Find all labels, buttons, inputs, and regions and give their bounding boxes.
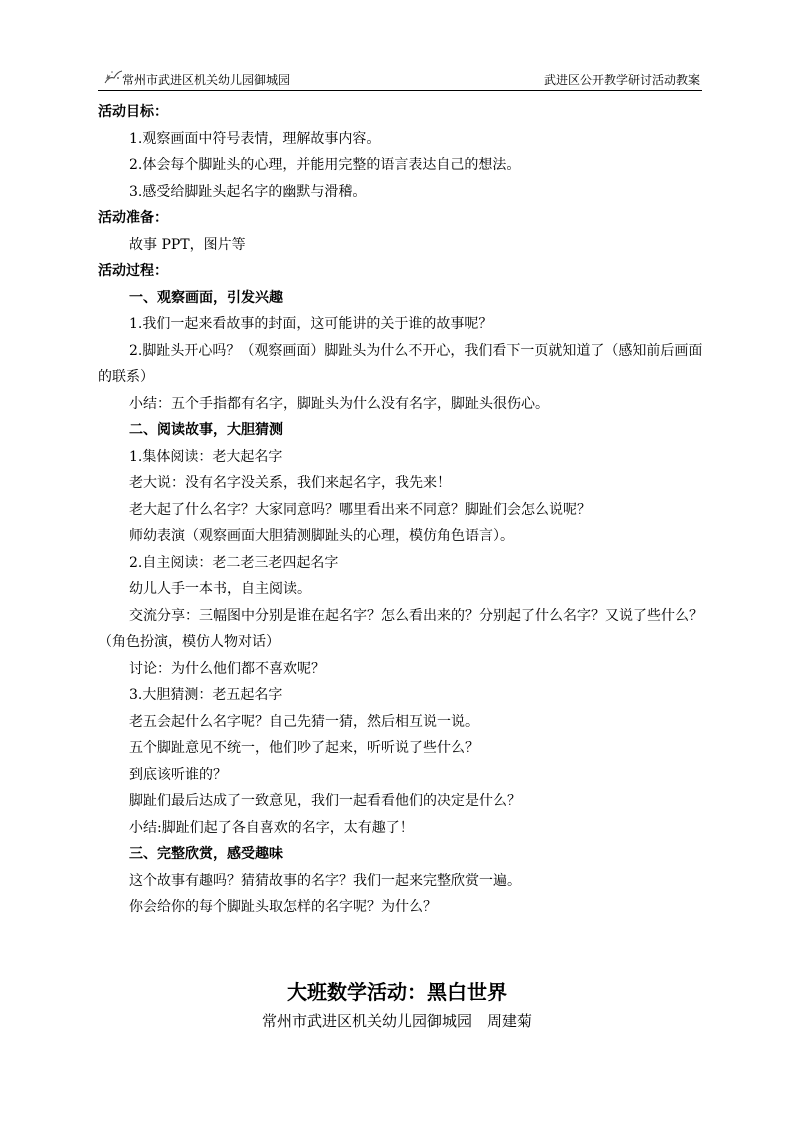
process-line: 师幼表演（观察画面大胆猜测脚趾头的心理，模仿角色语言）。 xyxy=(129,528,514,544)
section-title: 一、观察画面，引发兴趣 xyxy=(129,289,283,306)
process-line: 小结:脚趾们起了各自喜欢的名字，太有趣了！ xyxy=(129,819,414,836)
section-title: 二、阅读故事，大胆猜测 xyxy=(129,422,283,438)
process-line: 小结：五个手指都有名字，脚趾头为什么没有名字，脚趾头很伤心。 xyxy=(129,395,549,412)
goal-item: 1.观察画面中符号表情，理解故事内容。 xyxy=(129,130,381,147)
section-title: 三、完整欣赏，感受趣味 xyxy=(129,846,283,862)
goals-heading: 活动目标： xyxy=(98,104,168,120)
header-doc-type: 武进区公开教学研讨活动教案 xyxy=(543,73,700,87)
goal-item: 2.体会每个脚趾头的心理，并能用完整的语言表达自己的想法。 xyxy=(129,157,521,173)
process-line: 2.自主阅读：老二老三老四起名字 xyxy=(129,554,339,571)
next-article-byline: 常州市武进区机关幼儿园御城园 周建菊 xyxy=(261,1012,532,1030)
header-school-name: 常州市武进区机关幼儿园御城园 xyxy=(122,73,291,87)
process-line: 老五会起什么名字呢？自己先猜一猜，然后相互说一说。 xyxy=(129,713,479,730)
process-line: 老大说：没有名字没关系，我们来起名字，我先来！ xyxy=(129,475,451,491)
process-line: 交流分享：三幅图中分别是谁在起名字？怎么看出来的？分别起了什么名字？又说了些什么？（角色扮演，模仿人物对话） xyxy=(98,607,703,650)
process-line: 这个故事有趣吗？猜猜故事的名字？我们一起来完整欣赏一遍。 xyxy=(129,872,521,889)
process-line: 3.大胆猜测：老五起名字 xyxy=(129,687,283,703)
goal-item: 3.感受给脚趾头起名字的幽默与滑稽。 xyxy=(129,183,367,200)
next-article-title: 大班数学活动：黑白世界 xyxy=(287,980,507,1004)
process-line: 老大起了什么名字？大家同意吗？哪里看出来不同意？脚趾们会怎么说呢？ xyxy=(129,501,591,518)
prep-text: 故事 PPT，图片等 xyxy=(129,236,246,253)
school-logo-icon xyxy=(102,68,124,86)
process-line: 脚趾们最后达成了一致意见，我们一起看看他们的决定是什么？ xyxy=(129,793,521,809)
process-line: 讨论：为什么他们都不喜欢呢？ xyxy=(129,660,325,677)
process-line: 到底该听谁的？ xyxy=(129,766,227,783)
process-line: 1.集体阅读：老大起名字 xyxy=(129,448,283,465)
process-line: 2.脚趾头开心吗？（观察画面）脚趾头为什么不开心，我们看下一页就知道了（感知前后画面的联系） xyxy=(98,342,703,385)
process-line: 五个脚趾意见不统一，他们吵了起来，听听说了些什么？ xyxy=(129,740,479,756)
page-header xyxy=(98,66,702,91)
prep-heading: 活动准备： xyxy=(98,210,168,226)
process-heading: 活动过程： xyxy=(98,263,168,279)
process-line: 1.我们一起来看故事的封面，这可能讲的关于谁的故事呢？ xyxy=(129,316,493,332)
lesson-plan-body xyxy=(98,99,704,921)
process-line: 幼儿人手一本书，自主阅读。 xyxy=(129,581,311,597)
process-line: 你会给你的每个脚趾头取怎样的名字呢？为什么？ xyxy=(129,899,437,915)
